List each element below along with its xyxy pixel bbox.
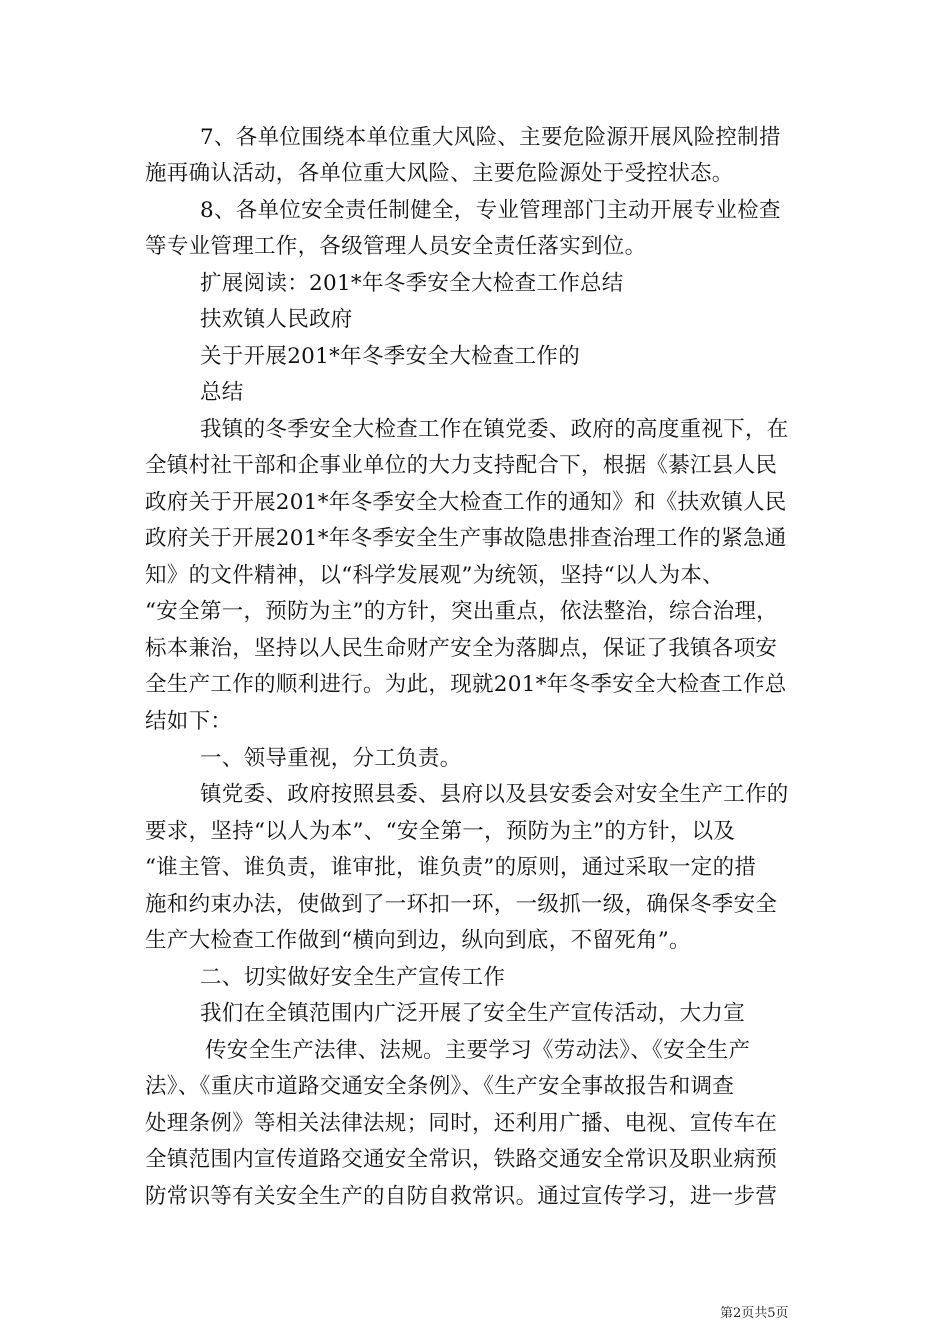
text-line: “安全第一，预防为主”的方针，突出重点，依法整治，综合治理， (145, 599, 778, 624)
document-title: 总结 (200, 380, 244, 405)
text-line: 7、各单位围绕本单位重大风险、主要危险源开展风险控制措 (200, 125, 781, 150)
text-line: 8、各单位安全责任制健全，专业管理部门主动开展专业检查 (200, 198, 781, 223)
text-line: 全镇范围内宣传道路交通安全常识，铁路交通安全常识及职业病预 (145, 1147, 778, 1172)
text-line: 施和约束办法，使做到了一环扣一环，一级抓一级，确保冬季安全 (145, 892, 778, 917)
text-line: 知》的文件精神，以“科学发展观”为统领，坚持“以人为本、 (145, 563, 724, 588)
text-line: 我镇的冬季安全大检查工作在镇党委、政府的高度重视下，在 (200, 417, 789, 442)
text-line: 生产大检查工作做到“横向到边，纵向到底，不留死角”。 (145, 928, 691, 953)
text-line: 我们在全镇范围内广泛开展了安全生产宣传活动，大力宣 (200, 1001, 746, 1026)
text-line: 政府关于开展201*年冬季安全大检查工作的通知》和《扶欢镇人民 (145, 490, 787, 515)
section-heading: 一、领导重视，分工负责。 (200, 746, 462, 771)
text-line: 全生产工作的顺利进行。为此，现就201*年冬季安全大检查工作总 (145, 672, 787, 697)
text-line: 标本兼治，坚持以人民生命财产安全为落脚点，保证了我镇各项安 (145, 636, 778, 661)
text-line: 处理条例》等相关法律法规；同时，还利用广播、电视、宣传车在 (145, 1111, 778, 1136)
text-line: 政府关于开展201*年冬季安全生产事故隐患排查治理工作的紧急通 (145, 526, 787, 551)
text-line: 防常识等有关安全生产的自防自救常识。通过宣传学习，进一步营 (145, 1184, 778, 1209)
text-line: 施再确认活动，各单位重大风险、主要危险源处于受控状态。 (145, 161, 734, 186)
document-title: 关于开展201*年冬季安全大检查工作的 (200, 344, 580, 369)
text-line: 镇党委、政府按照县委、县府以及县安委会对安全生产工作的 (200, 782, 789, 807)
text-line: 结如下： (145, 709, 233, 734)
text-line: “谁主管、谁负责，谁审批，谁负责”的原则，通过采取一定的措 (145, 855, 757, 880)
org-name: 扶欢镇人民政府 (200, 307, 353, 332)
page-number: 第2页共5页 (720, 1306, 789, 1321)
section-heading: 扩展阅读：201*年冬季安全大检查工作总结 (200, 271, 624, 296)
text-line: 法》、《重庆市道路交通安全条例》、《生产安全事故报告和调查 (145, 1074, 735, 1099)
section-heading: 二、切实做好安全生产宣传工作 (200, 965, 506, 990)
text-line: 等专业管理工作，各级管理人员安全责任落实到位。 (145, 234, 647, 259)
text-line: 要求，坚持“以人为本”、“安全第一，预防为主”的方针，以及 (145, 819, 736, 844)
text-line: 传安全生产法律、法规。主要学习《劳动法》、《安全生产 (205, 1038, 751, 1063)
text-line: 全镇村社干部和企事业单位的大力支持配合下，根据《綦江县人民 (145, 453, 778, 478)
